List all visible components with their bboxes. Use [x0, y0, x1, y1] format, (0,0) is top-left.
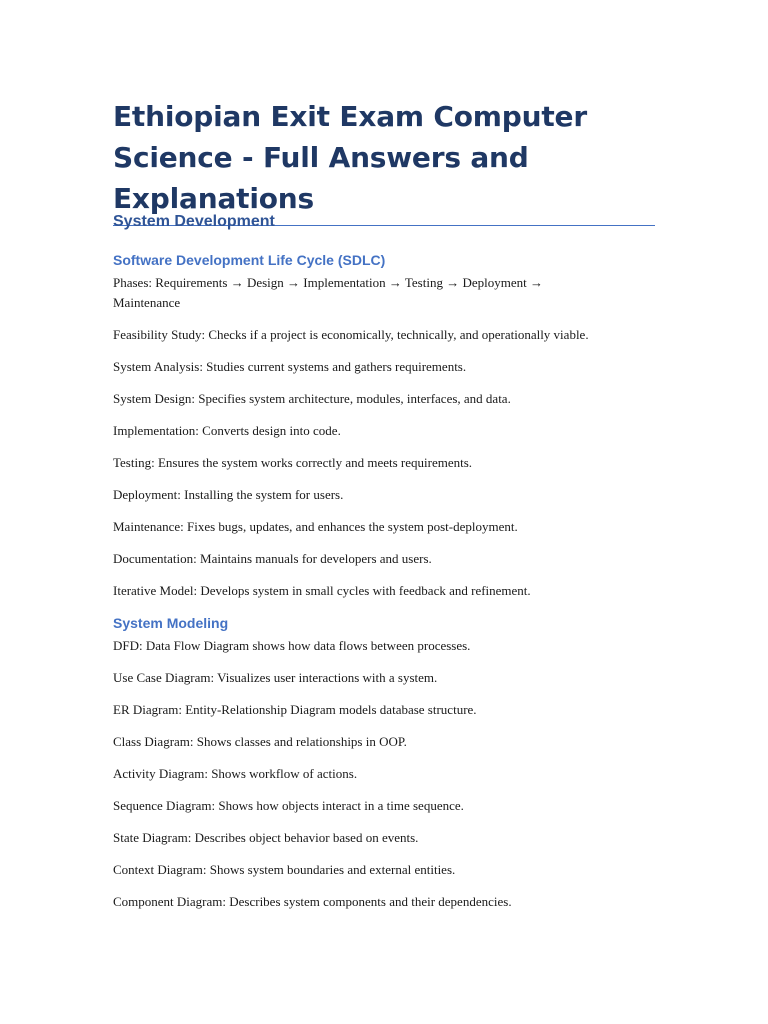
paragraph-implementation: Implementation: Converts design into code.: [113, 423, 341, 438]
paragraph-use-case-diagram: Use Case Diagram: Visualizes user interactions with a system.: [113, 670, 438, 685]
paragraph-class-diagram: Class Diagram: Shows classes and relationships in OOP.: [113, 734, 407, 749]
paragraph-sdlc-phases: Phases: Requirements → Design → Implementation → Testing → Deployment → Maintenance: [113, 275, 543, 310]
paragraph-system-design: System Design: Specifies system architecture, modules, interfaces, and data.: [113, 391, 511, 406]
paragraph-sequence-diagram: Sequence Diagram: Shows how objects interact in a time sequence.: [113, 798, 464, 813]
paragraph-documentation: Documentation: Maintains manuals for developers and users.: [113, 551, 432, 566]
heading-system-development: System Development: [113, 213, 275, 230]
paragraph-state-diagram: State Diagram: Describes object behavior based on events.: [113, 830, 419, 845]
paragraph-activity-diagram: Activity Diagram: Shows workflow of actions.: [113, 766, 358, 781]
paragraph-dfd: DFD: Data Flow Diagram shows how data flows between processes.: [113, 638, 471, 653]
paragraph-maintenance: Maintenance: Fixes bugs, updates, and enhances the system post-deployment.: [113, 519, 518, 534]
paragraph-testing: Testing: Ensures the system works correctly and meets requirements.: [113, 455, 473, 470]
paragraph-system-analysis: System Analysis: Studies current systems and gathers requirements.: [113, 359, 467, 374]
document-page: [113, 96, 655, 226]
document-title: Ethiopian Exit Exam Computer Science - Full Answers and Explanations: [113, 96, 655, 226]
paragraph-component-diagram: Component Diagram: Describes system components and their dependencies.: [113, 894, 512, 909]
paragraph-deployment: Deployment: Installing the system for users.: [113, 487, 344, 502]
heading-system-modeling: System Modeling: [113, 615, 229, 631]
heading-sdlc: Software Development Life Cycle (SDLC): [113, 252, 386, 268]
paragraph-er-diagram: ER Diagram: Entity-Relationship Diagram models database structure.: [113, 702, 477, 717]
paragraph-iterative-model: Iterative Model: Develops system in small cycles with feedback and refinement.: [113, 583, 531, 598]
paragraph-context-diagram: Context Diagram: Shows system boundaries and external entities.: [113, 862, 456, 877]
paragraph-feasibility-study: Feasibility Study: Checks if a project is economically, technically, and operationally viable.: [113, 327, 589, 342]
